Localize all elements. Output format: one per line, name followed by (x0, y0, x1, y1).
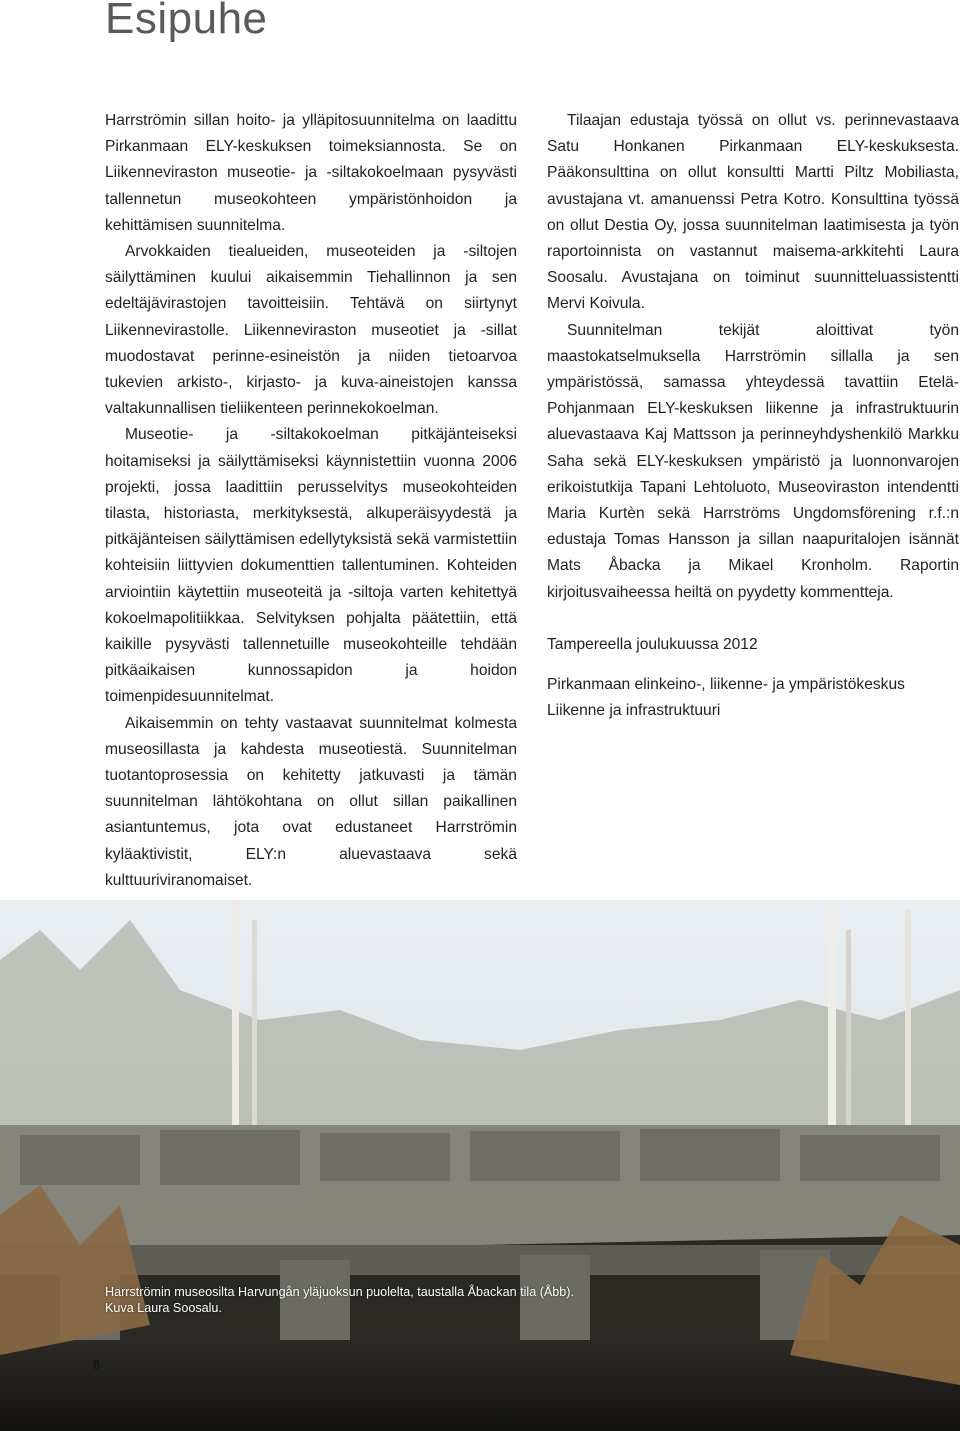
signature-department: Liikenne ja infrastruktuuri (547, 702, 721, 720)
paragraph: Museotie- ja -siltakokoelman pitkäjänteiseksi hoitamiseksi ja säilyttämiseksi käynnistettiin vuonna 2006 projekti, jossa laadittiin perusselvitys museokohteiden tilasta, historiasta, merkityksestä, alkuperäisyydestä ja pitkäjänteisen säilyttämisen edellytyksistä sekä varmistettiin kohteisiin liittyvien dokumenttien tallentuminen. Kohteiden arviointiin käytettiin museoteitä ja -siltoja varten kehitettyä kokoelmapolitiikkaa. Selvityksen pohjalta päätettiin, että kaikille pysyvästi tallennetuille museokohteille tehdään pitkäaikaisen kunnossapidon ja hoidon toimenpidesuunnitelmat. (105, 426, 517, 706)
paragraph: Tilaajan edustaja työssä on ollut vs. perinnevastaava Satu Honkanen Pirkanmaan ELY-keskuksesta. Pääkonsulttina on ollut konsultti Martti Piltz Mobiliasta, avustajana vt. amanuenssi Petra Kotro. Konsulttina työssä on ollut Destia Oy, jossa suunnitelman laatimisesta ja työn raportoinnista on vastannut maisema-arkkitehti Laura Soosalu. Avustajana on toiminut suunnitteluassistentti Mervi Koivula. (547, 112, 959, 313)
signature-organization: Pirkanmaan elinkeino-, liikenne- ja ympäristökeskus (547, 676, 905, 694)
paragraph: Arvokkaiden tiealueiden, museoteiden ja -siltojen säilyttäminen kuului aikaisemmin Tiehallinnon ja sen edeltäjävirastojen tavoitteisiin. Tehtävä on siirtynyt Liikennevirastolle. Liikenneviraston museotiet ja -sillat muodostavat perinne-esineistön ja niiden tietoarvoa tukevien arkisto-, kirjasto- ja kuva-aineistojen kanssa valtakunnallisen tieliikenteen perinnekokoelman. (105, 243, 517, 418)
caption-credit: Kuva Laura Soosalu. (105, 1301, 222, 1315)
paragraph: Harrströmin sillan hoito- ja ylläpitosuunnitelma on laadittu Pirkanmaan ELY-keskuksen toimeksiannosta. Se on Liikenneviraston museotie- ja -siltakokoelmaan pysyvästi tallennetun museokohteen ympäristönhoidon ja kehittämisen suunnitelma. (105, 112, 517, 234)
page-number: 8 (93, 1358, 100, 1372)
signature-place-date: Tampereella joulukuussa 2012 (547, 635, 758, 653)
right-text-column (547, 108, 959, 724)
paragraph: Suunnitelman tekijät aloittivat työn maastokatselmuksella Harrströmin sillalla ja sen ympäristössä, samassa yhteydessä tavattiin Etelä-Pohjanmaan ELY-keskuksen liikenne ja infrastruktuurin aluevastaava Kaj Mattsson ja perinneyhdyshenkilö Markku Saha sekä ELY-keskuksen ympäristö ja luonnonvarojen erikoistutkija Tapani Lehtoluoto, Museoviraston intendentti Maria Kurtèn sekä Harrströms Ungdomsförening r.f.:n edustaja Tomas Hansson ja sillan naapuritalojen isännät Mats Åbacka ja Mikael Kronholm. Raportin kirjoitusvaiheessa heiltä on pyydetty kommentteja. (547, 321, 959, 601)
photo-caption (105, 1284, 574, 1316)
left-text-column (105, 108, 517, 894)
caption-line: Harrströmin museosilta Harvungån yläjuoksun puolelta, taustalla Åbackan tila (Åbb). (105, 1285, 575, 1299)
bridge-photo-lower (0, 1125, 960, 1431)
paragraph: Aikaisemmin on tehty vastaavat suunnitelmat kolmesta museosillasta ja kahdesta museotiestä. Suunnitelman tuotantoprosessia on kehitetty jatkuvasti ja tämän suunnitelman lähtökohtana on ollut sillan paikallinen asiantuntemus, jota ovat edustaneet Harrströmin kyläaktivistit, ELY:n aluevastaava sekä kulttuuriviranomaiset. (105, 714, 517, 889)
page-title: Esipuhe (105, 0, 268, 43)
